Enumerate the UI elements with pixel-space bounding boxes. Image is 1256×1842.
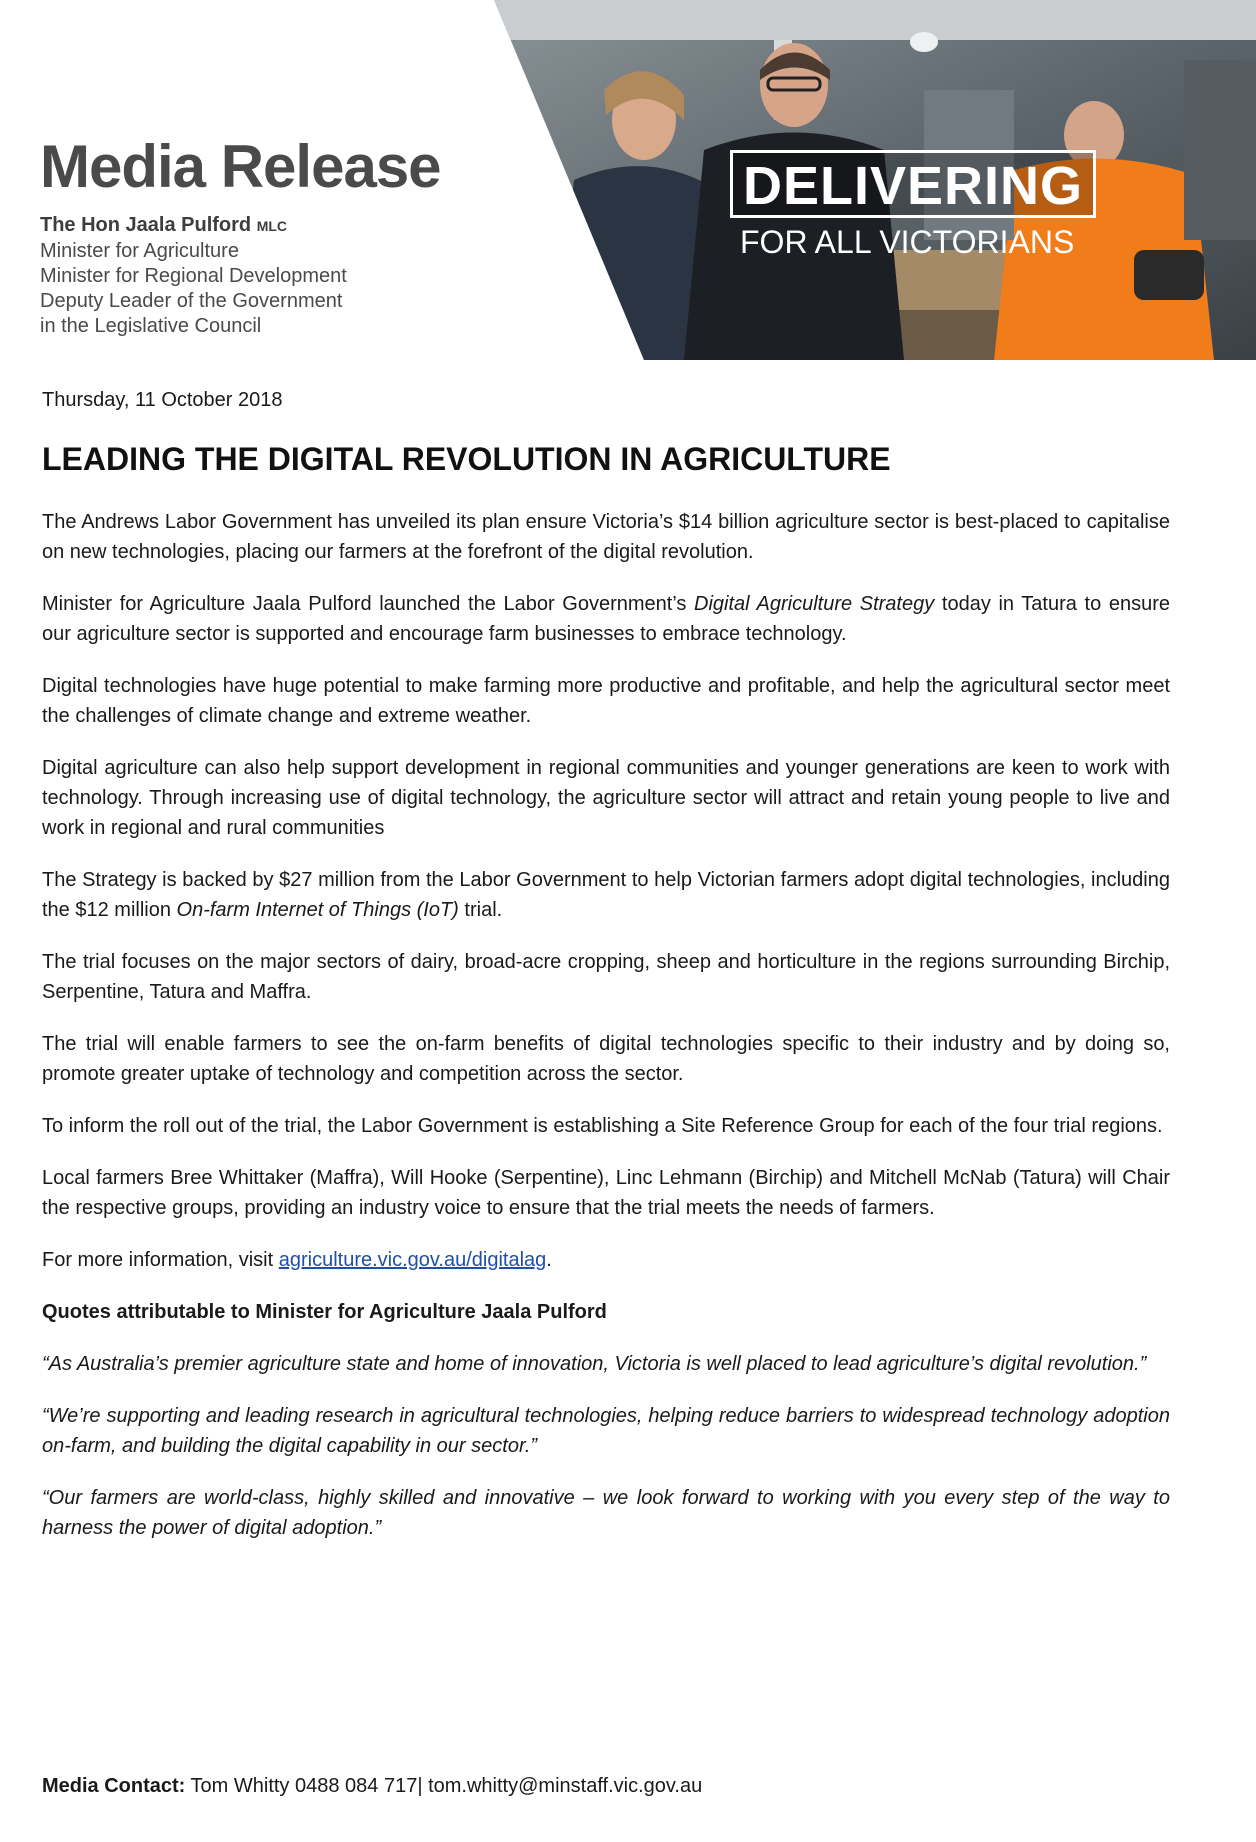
quotes-heading: Quotes attributable to Minister for Agriculture Jaala Pulford <box>42 1301 607 1323</box>
paragraph-5-text-a: The Strategy is backed by $27 million from the Labor Government to help Victorian farmers adopt digital technologies, including the $12 million <box>42 869 1170 921</box>
paragraph-9: Local farmers Bree Whittaker (Maffra), Will Hooke (Serpentine), Linc Lehmann (Birchip) and Mitchell McNab (Tatura) will Chair the respective groups, providing an industry voice to ensure that the trial meets the needs of farmers. <box>42 1167 1170 1219</box>
delivering-banner <box>730 150 1160 260</box>
paragraph-8: To inform the roll out of the trial, the Labor Government is establishing a Site Reference Group for each of the four trial regions. <box>42 1115 1163 1137</box>
paragraph-5 <box>42 865 1170 925</box>
quote-3: “Our farmers are world-class, highly skilled and innovative – we look forward to working with you every step of the way to harness the power of digital adoption.” <box>42 1487 1170 1539</box>
paragraph-2-text-a: Minister for Agriculture Jaala Pulford launched the Labor Government’s <box>42 593 695 615</box>
paragraph-7: The trial will enable farmers to see the on-farm benefits of digital technologies specific to their industry and by doing so, promote greater uptake of technology and competition across the sector. <box>42 1033 1170 1085</box>
paragraph-10-text-b: . <box>546 1249 552 1271</box>
headline: LEADING THE DIGITAL REVOLUTION IN AGRICULTURE <box>42 441 891 477</box>
role-3: Deputy Leader of the Government <box>40 290 343 312</box>
banner-line-1: DELIVERING <box>730 150 1096 218</box>
paragraph-2 <box>42 589 1170 649</box>
minister-name-text: The Hon Jaala Pulford <box>40 214 252 236</box>
paragraph-5-text-b: trial. <box>458 899 503 921</box>
minister-suffix: MLC <box>256 218 288 234</box>
header <box>0 0 1256 360</box>
media-contact-details: Tom Whitty 0488 084 717| tom.whitty@minstaff.vic.gov.au <box>185 1775 703 1797</box>
digitalag-link[interactable]: agriculture.vic.gov.au/digitalag <box>278 1249 547 1271</box>
release-date: Thursday, 11 October 2018 <box>42 389 283 411</box>
paragraph-3: Digital technologies have huge potential to make farming more productive and profitable, and help the agricultural sector meet the challenges of climate change and extreme weather. <box>42 675 1170 727</box>
minister-name <box>40 213 510 239</box>
media-contact-label: Media Contact: <box>42 1775 186 1797</box>
banner-line-2: FOR ALL VICTORIANS <box>740 224 1075 260</box>
role-2: Minister for Regional Development <box>40 265 347 287</box>
media-contact <box>42 1775 702 1798</box>
quote-1: “As Australia’s premier agriculture state and home of innovation, Victoria is well placed to lead agriculture’s digital revolution.” <box>42 1353 1147 1375</box>
release-body <box>42 385 1170 1565</box>
paragraph-1: The Andrews Labor Government has unveiled its plan ensure Victoria’s $14 billion agriculture sector is best-placed to capitalise on new technologies, placing our farmers at the forefront of the digital revolution. <box>42 511 1170 563</box>
page-title: Media Release <box>40 133 441 200</box>
paragraph-10 <box>42 1245 1170 1275</box>
role-4: in the Legislative Council <box>40 315 262 337</box>
paragraph-6: The trial focuses on the major sectors of dairy, broad-acre cropping, sheep and horticulture in the regions surrounding Birchip, Serpentine, Tatura and Maffra. <box>42 951 1170 1003</box>
title-block <box>40 135 510 339</box>
quote-2: “We’re supporting and leading research in agricultural technologies, helping reduce barriers to widespread technology adoption on-farm, and building the digital capability in our sector.” <box>42 1405 1170 1457</box>
trial-title: On-farm Internet of Things (IoT) <box>176 899 459 921</box>
paragraph-10-text-a: For more information, visit <box>42 1249 279 1271</box>
paragraph-2-text-b: today in Tatura to ensure our agriculture sector is supported and encourage farm businesses to embrace technology. <box>42 593 1170 645</box>
paragraph-4: Digital agriculture can also help support development in regional communities and younger generations are keen to work with technology. Through increasing use of digital technology, the agriculture sector will attract and retain young people to live and work in regional and rural communities <box>42 757 1170 839</box>
strategy-title: Digital Agriculture Strategy <box>694 593 935 615</box>
role-1: Minister for Agriculture <box>40 240 239 262</box>
